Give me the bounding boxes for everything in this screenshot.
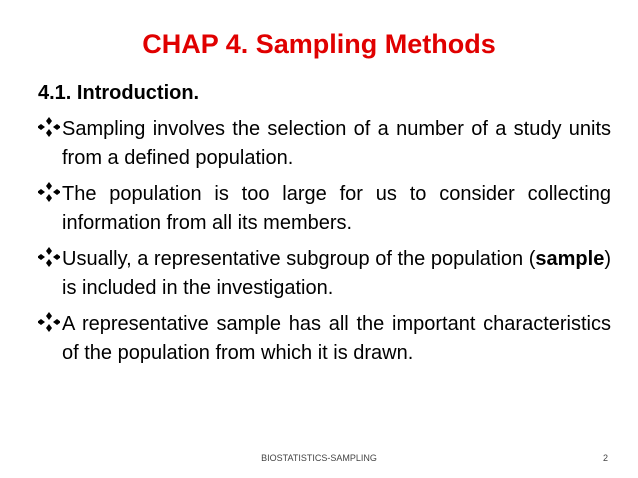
bullet-list — [38, 115, 611, 375]
bullet-text-before: Usually, a representative subgroup of the population ( — [62, 248, 536, 270]
slide-footer: BIOSTATISTICS-SAMPLING — [261, 453, 377, 463]
bullet-item — [38, 310, 611, 368]
bold-term-sample: sample — [535, 248, 605, 270]
four-diamond-bullet-icon — [38, 311, 60, 333]
bullet-text: A representative sample has all the important characteristics of the population from which it is drawn. — [62, 313, 611, 364]
four-diamond-bullet-icon — [38, 181, 60, 203]
four-diamond-bullet-icon — [38, 116, 60, 138]
bullet-item — [38, 245, 611, 303]
section-heading: 4.1. Introduction. — [38, 82, 200, 104]
slide-title: CHAP 4. Sampling Methods — [142, 29, 496, 59]
bullet-item — [38, 115, 611, 173]
bullet-text: The population is too large for us to consider collecting information from all its members. — [62, 183, 611, 234]
bullet-text — [62, 245, 611, 303]
page-number: 2 — [602, 453, 608, 463]
bullet-item — [38, 180, 611, 238]
bullet-text: Sampling involves the selection of a number of a study units from a defined population. — [62, 118, 611, 169]
four-diamond-bullet-icon — [38, 246, 60, 268]
bullet-text-after: ) is included in the investigation. — [62, 248, 611, 299]
